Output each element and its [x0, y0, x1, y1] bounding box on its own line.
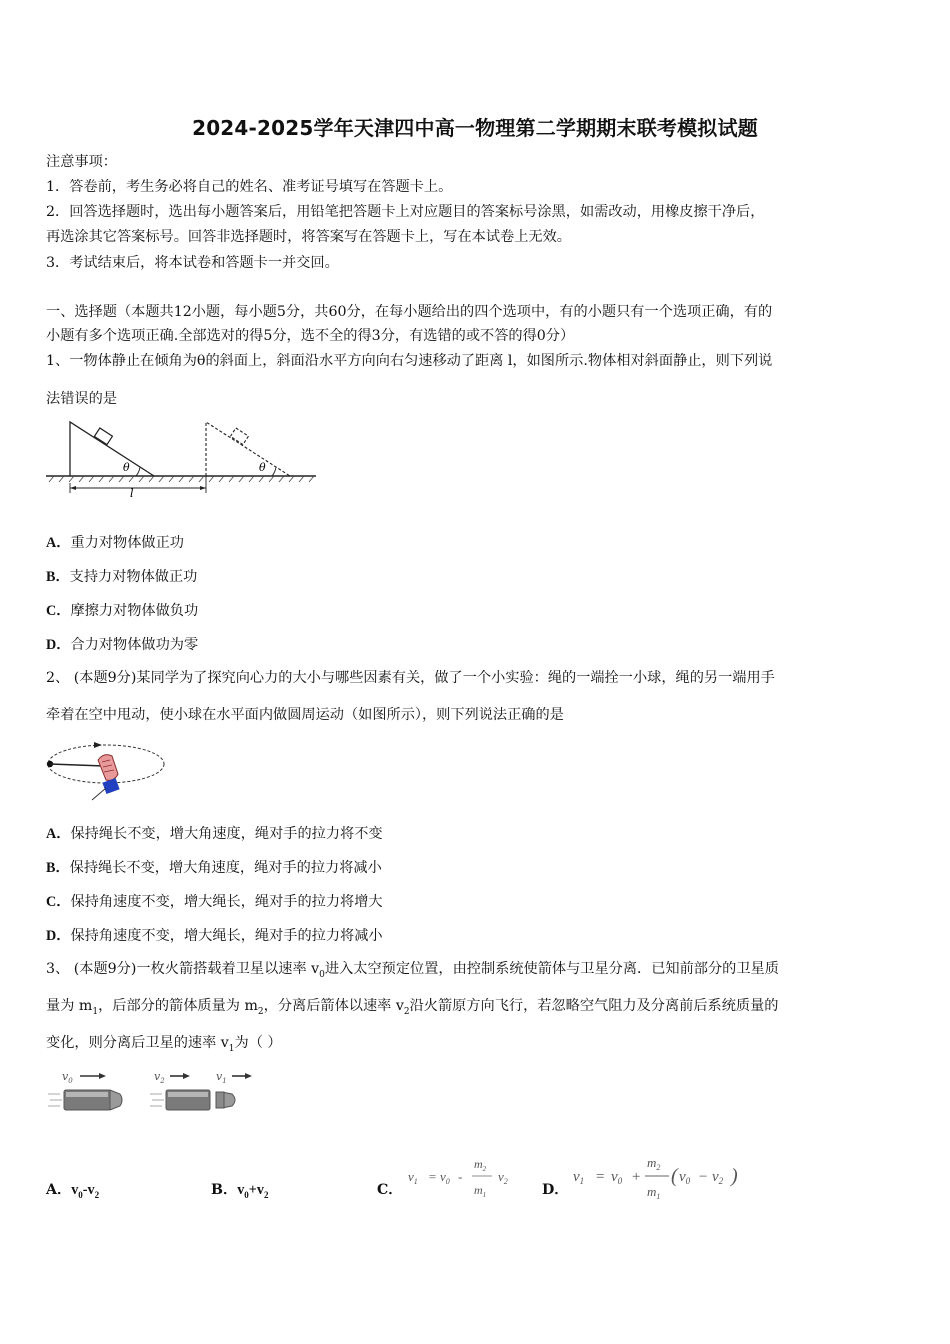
- svg-text:(: (: [671, 1165, 678, 1187]
- svg-text:v2: $v_2$: [498, 1169, 508, 1186]
- q2-option-a: A．保持绳长不变，增大角速度，绳对手的拉力将不变: [46, 826, 383, 842]
- svg-text:v2: $v_2$: [712, 1169, 724, 1186]
- q3-option-c-formula: [406, 1152, 526, 1206]
- q3-option-d-letter: D．: [542, 1182, 569, 1198]
- svg-text:): ): [731, 1165, 738, 1187]
- svg-text:m1: $m_1$: [647, 1184, 661, 1201]
- v1-label: $v_1$: [216, 1070, 227, 1085]
- notice-item: 1．答卷前，考生务必将自己的姓名、准考证号填写在答题卡上。: [46, 179, 453, 195]
- svg-text:m2: $m_2$: [647, 1155, 661, 1172]
- incline-figure: [46, 418, 318, 498]
- q3-option-a: A．$v_0-v_2$: [46, 1182, 100, 1200]
- q1-option-c: C．摩擦力对物体做负功: [46, 603, 199, 619]
- rocket-separation-figure: [46, 1064, 258, 1116]
- notice-item: 3．考试结束后，将本试卷和答题卡一并交回。: [46, 255, 339, 271]
- svg-text:v0: $v_0$: [440, 1169, 450, 1186]
- q3-option-d-formula: [571, 1150, 743, 1206]
- q2-option-d: D．保持角速度不变，增大绳长，绳对手的拉力将减小: [46, 928, 383, 944]
- question-3-text: 变化，则分离后卫星的速率 $v_1$为（ ）: [46, 1035, 282, 1054]
- question-3-text: 量为 $m_1$，后部分的箭体质量为 $m_2$，分离后箭体以速率 $v_2$沿火箭原方向飞行，若忽略空气阻力及分离前后系统质量的: [46, 998, 779, 1017]
- v2-label: $v_2$: [154, 1070, 165, 1085]
- svg-text:+: +: [631, 1169, 642, 1185]
- q3-option-b: B．$v_0+v_2$: [211, 1182, 269, 1200]
- q1-option-b: B．支持力对物体做正功: [46, 569, 198, 585]
- question-1-text: 法错误的是: [46, 391, 117, 407]
- svg-text:-: -: [458, 1169, 463, 1184]
- v0-label: $v_0$: [62, 1070, 73, 1085]
- theta-label: θ: [259, 461, 266, 474]
- circular-motion-figure: [44, 738, 168, 806]
- svg-text:v1: $v_1$: [573, 1169, 585, 1186]
- notice-heading: 注意事项：: [46, 154, 117, 170]
- length-label: l: [130, 487, 134, 500]
- svg-text:=: =: [428, 1169, 437, 1184]
- q1-option-a: A．重力对物体做正功: [46, 535, 184, 551]
- notice-item: 再选涂其它答案标号。回答非选择题时，将答案写在答题卡上，写在本试卷上无效。: [46, 229, 571, 245]
- svg-text:m2: $m_2$: [474, 1157, 487, 1173]
- q2-option-b: B．保持绳长不变，增大角速度，绳对手的拉力将减小: [46, 860, 382, 876]
- q3-option-c-letter: C．: [377, 1182, 403, 1198]
- question-3-text: 3、 (本题9分)一枚火箭搭载着卫星以速率 $v_0$进入太空预定位置，由控制系统使箭体与卫星分离．已知前部分的卫星质: [46, 961, 779, 980]
- theta-label: θ: [123, 461, 130, 474]
- question-2-text: 牵着在空中甩动，使小球在水平面内做圆周运动（如图所示），则下列说法正确的是: [46, 707, 564, 723]
- page-title: 2024-2025学年天津四中高一物理第二学期期末联考模拟试题: [192, 116, 758, 140]
- svg-text:v0: $v_0$: [611, 1169, 623, 1186]
- section-header: 一、选择题（本题共12小题，每小题5分，共60分，在每小题给出的四个选项中，有的小题只有一个选项正确，有的: [46, 304, 773, 320]
- question-1-text: 1、一物体静止在倾角为θ的斜面上，斜面沿水平方向向右匀速移动了距离 l，如图所示.物体相对斜面静止，则下列说: [46, 353, 773, 369]
- svg-text:=: =: [595, 1169, 606, 1185]
- q1-option-d: D．合力对物体做功为零: [46, 637, 199, 653]
- section-header: 小题有多个选项正确.全部选对的得5分，选不全的得3分，有选错的或不答的得0分）: [46, 328, 575, 344]
- notice-item: 2．回答选择题时，选出每小题答案后，用铅笔把答题卡上对应题目的答案标号涂黑，如需改动，用橡皮擦干净后，: [46, 204, 765, 220]
- svg-text:v1: $v_1$: [408, 1169, 418, 1186]
- svg-text:−: −: [698, 1169, 709, 1185]
- q2-option-c: C．保持角速度不变，增大绳长，绳对手的拉力将增大: [46, 894, 383, 910]
- svg-text:v0: $v_0$: [679, 1169, 691, 1186]
- question-2-text: 2、 (本题9分)某同学为了探究向心力的大小与哪些因素有关，做了一个小实验：绳的一端拴一小球，绳的另一端用手: [46, 670, 775, 686]
- svg-text:m1: $m_1$: [474, 1183, 487, 1199]
